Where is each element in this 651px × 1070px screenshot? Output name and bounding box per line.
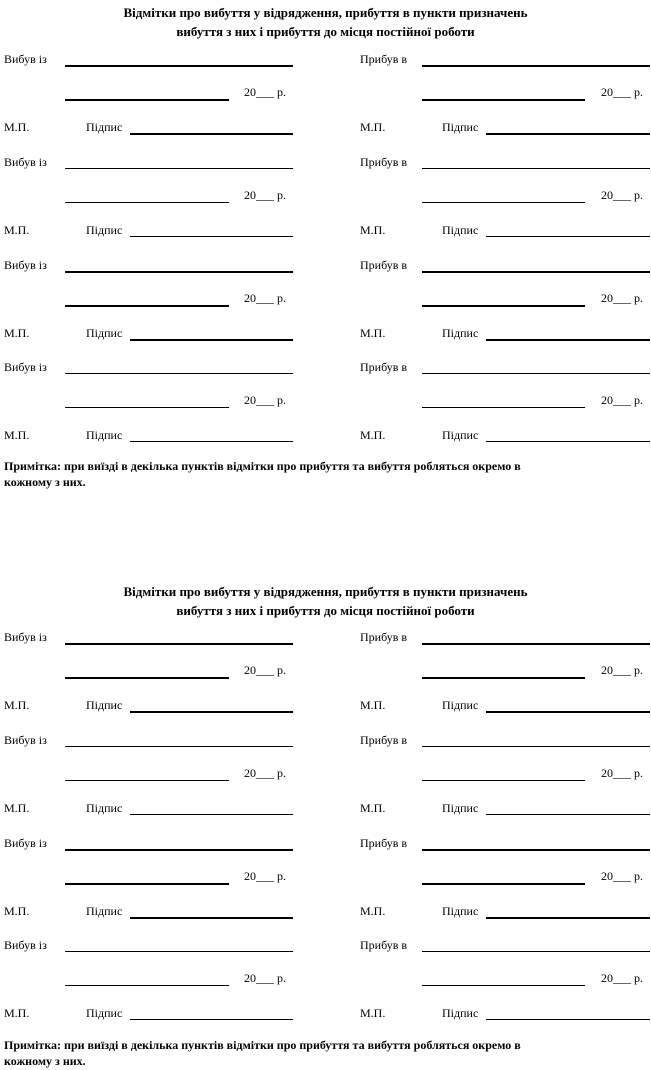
- date-line-right[interactable]: [422, 677, 585, 679]
- signature-line-left[interactable]: [130, 236, 293, 237]
- place-line-right[interactable]: [422, 643, 650, 645]
- stamp-label: М.П.: [4, 800, 30, 815]
- signature-line-right[interactable]: [486, 1019, 650, 1020]
- date-line-right[interactable]: [422, 305, 585, 307]
- place-line-right[interactable]: [422, 373, 650, 374]
- date-line-left[interactable]: [65, 202, 229, 203]
- stamp-label: М.П.: [4, 428, 30, 443]
- signature-label: Підпис: [86, 1006, 123, 1021]
- year-label: 20___ р.: [244, 765, 286, 780]
- stamp-label: М.П.: [4, 325, 30, 340]
- date-line-right[interactable]: [422, 780, 585, 781]
- place-line-left[interactable]: [65, 168, 293, 169]
- stamp-label: М.П.: [360, 222, 386, 237]
- date-line-right[interactable]: [422, 985, 585, 986]
- arrived-in-label: Прибув в: [360, 938, 408, 953]
- date-line-left[interactable]: [65, 99, 229, 101]
- signature-line-right[interactable]: [486, 917, 650, 919]
- signature-label: Підпис: [86, 698, 123, 712]
- arrived-in-label: Прибув в: [360, 257, 408, 272]
- signature-label: Підпис: [86, 222, 123, 237]
- stamp-label: М.П.: [360, 120, 386, 134]
- signature-label: Підпис: [86, 120, 123, 134]
- footnote-line2: кожному з них.: [4, 1054, 86, 1068]
- year-label: 20___ р.: [601, 971, 643, 986]
- arrived-in-label: Прибув в: [360, 630, 408, 644]
- departed-from-label: Вибув із: [4, 732, 47, 747]
- place-line-left[interactable]: [65, 951, 293, 952]
- arrived-in-label: Прибув в: [360, 732, 408, 747]
- date-line-right[interactable]: [422, 202, 585, 203]
- stamp-label: М.П.: [360, 1006, 386, 1021]
- signature-label: Підпис: [442, 120, 479, 134]
- signature-line-left[interactable]: [130, 339, 293, 341]
- place-line-left[interactable]: [65, 643, 293, 645]
- signature-line-left[interactable]: [130, 814, 293, 815]
- section-title-line1: Відмітки про вибуття у відрядження, прибуття в пункти призначень: [123, 5, 528, 20]
- stamp-label: М.П.: [360, 325, 386, 340]
- place-line-left[interactable]: [65, 373, 293, 374]
- place-line-left[interactable]: [65, 746, 293, 747]
- footnote-line1: Примітка: при виїзді в декілька пунктів відмітки про прибуття та вибуття робляться окремо в: [4, 459, 521, 473]
- signature-label: Підпис: [442, 222, 479, 237]
- date-line-right[interactable]: [422, 407, 585, 408]
- date-line-left[interactable]: [65, 883, 229, 885]
- place-line-right[interactable]: [422, 271, 650, 273]
- departed-from-label: Вибув із: [4, 360, 47, 375]
- arrived-in-label: Прибув в: [360, 360, 408, 375]
- signature-line-left[interactable]: [130, 1019, 293, 1020]
- year-label: 20___ р.: [601, 868, 643, 883]
- section-title-line1: Відмітки про вибуття у відрядження, прибуття в пункти призначень: [123, 584, 528, 599]
- year-label: 20___ р.: [601, 290, 643, 305]
- signature-line-right[interactable]: [486, 133, 650, 135]
- stamp-label: М.П.: [4, 222, 30, 237]
- signature-label: Підпис: [442, 903, 479, 918]
- date-line-left[interactable]: [65, 305, 229, 307]
- year-label: 20___ р.: [601, 85, 643, 99]
- stamp-label: М.П.: [360, 428, 386, 443]
- signature-label: Підпис: [442, 800, 479, 815]
- date-line-left[interactable]: [65, 780, 229, 781]
- section-title-line2: вибуття з них і прибуття до місця постійної роботи: [176, 603, 475, 618]
- footnote-line1: Примітка: при виїзді в декілька пунктів відмітки про прибуття та вибуття робляться окремо в: [4, 1038, 521, 1052]
- stamp-label: М.П.: [4, 698, 30, 712]
- year-label: 20___ р.: [601, 663, 643, 677]
- year-label: 20___ р.: [601, 187, 643, 202]
- signature-label: Підпис: [442, 1006, 479, 1021]
- signature-line-left[interactable]: [130, 711, 293, 713]
- year-label: 20___ р.: [244, 868, 286, 883]
- place-line-right[interactable]: [422, 951, 650, 952]
- signature-line-left[interactable]: [130, 441, 293, 442]
- departed-from-label: Вибув із: [4, 154, 47, 169]
- stamp-label: М.П.: [360, 698, 386, 712]
- signature-line-right[interactable]: [486, 814, 650, 815]
- arrived-in-label: Прибув в: [360, 154, 408, 169]
- place-line-left[interactable]: [65, 271, 293, 273]
- stamp-label: М.П.: [4, 120, 30, 134]
- place-line-right[interactable]: [422, 746, 650, 747]
- stamp-label: М.П.: [360, 903, 386, 918]
- signature-line-right[interactable]: [486, 441, 650, 442]
- signature-line-right[interactable]: [486, 339, 650, 341]
- year-label: 20___ р.: [601, 393, 643, 408]
- place-line-left[interactable]: [65, 849, 293, 851]
- arrived-in-label: Прибув в: [360, 835, 408, 850]
- signature-label: Підпис: [86, 428, 123, 443]
- date-line-right[interactable]: [422, 883, 585, 885]
- departed-from-label: Вибув із: [4, 630, 47, 644]
- signature-line-left[interactable]: [130, 133, 293, 135]
- departed-from-label: Вибув із: [4, 52, 47, 66]
- signature-label: Підпис: [442, 325, 479, 340]
- year-label: 20___ р.: [244, 663, 286, 677]
- date-line-left[interactable]: [65, 985, 229, 986]
- place-line-left[interactable]: [65, 65, 293, 67]
- stamp-label: М.П.: [360, 800, 386, 815]
- signature-label: Підпис: [86, 800, 123, 815]
- place-line-right[interactable]: [422, 65, 650, 67]
- year-label: 20___ р.: [244, 971, 286, 986]
- date-line-left[interactable]: [65, 677, 229, 679]
- footnote-line2: кожному з них.: [4, 475, 86, 489]
- signature-label: Підпис: [86, 325, 123, 340]
- date-line-right[interactable]: [422, 99, 585, 101]
- signature-label: Підпис: [442, 698, 479, 712]
- signature-label: Підпис: [86, 903, 123, 918]
- year-label: 20___ р.: [244, 187, 286, 202]
- stamp-label: М.П.: [4, 1006, 30, 1021]
- signature-line-left[interactable]: [130, 917, 293, 919]
- year-label: 20___ р.: [244, 393, 286, 408]
- arrived-in-label: Прибув в: [360, 52, 408, 66]
- year-label: 20___ р.: [244, 85, 286, 99]
- year-label: 20___ р.: [244, 290, 286, 305]
- departed-from-label: Вибув із: [4, 835, 47, 850]
- section-title-line2: вибуття з них і прибуття до місця постійної роботи: [176, 24, 475, 39]
- signature-line-right[interactable]: [486, 236, 650, 237]
- signature-line-right[interactable]: [486, 711, 650, 713]
- place-line-right[interactable]: [422, 168, 650, 169]
- place-line-right[interactable]: [422, 849, 650, 851]
- departed-from-label: Вибув із: [4, 257, 47, 272]
- departed-from-label: Вибув із: [4, 938, 47, 953]
- stamp-label: М.П.: [4, 903, 30, 918]
- signature-label: Підпис: [442, 428, 479, 443]
- date-line-left[interactable]: [65, 407, 229, 408]
- year-label: 20___ р.: [601, 765, 643, 780]
